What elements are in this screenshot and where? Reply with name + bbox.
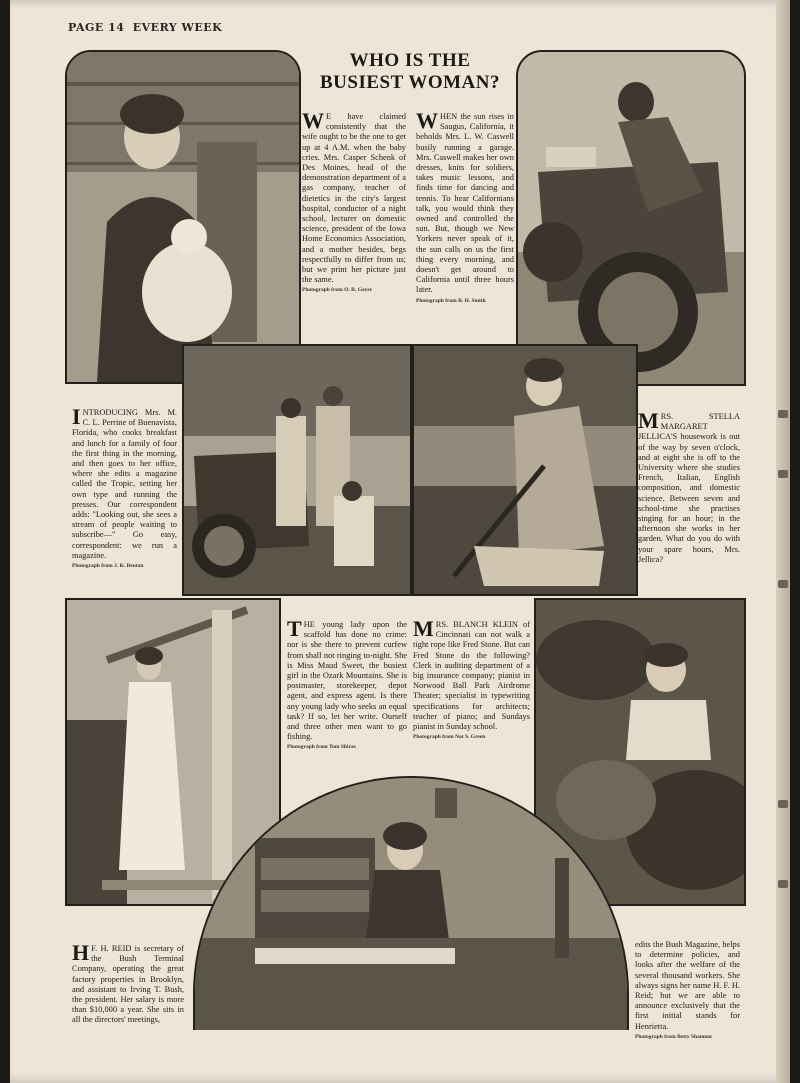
staple [778, 410, 788, 418]
magazine-page [10, 0, 790, 1083]
article-klein [413, 616, 530, 741]
title-line-2: BUSIEST WOMAN? [320, 72, 500, 93]
article-perrine [72, 404, 177, 570]
dropcap: H [72, 940, 90, 965]
article-sweet [287, 616, 407, 751]
page-number: PAGE 14 [68, 21, 125, 34]
article-reid-text: F. H. REID is secretary of the Bush Terminal Company, operating the great factory properties in Brooklyn, and assistant to Irving T. Bush, the president. Her salary is more than $10,000 a year. She sits in all the directors' meetings, [72, 944, 184, 1025]
photo-credit: Photograph from Nat S. Green [413, 734, 486, 741]
dropcap: M [638, 408, 659, 433]
article-schenk [302, 108, 406, 294]
article-caswell [416, 108, 514, 305]
article-jellica-text: RS. STELLA MARGARET JELLICA'S housework is out of the way by seven o'clock, and at eight she is off to the University where she studies French, Italian, English composition, and domestic science. Between seven and school-time she practises singing for an hour; in the afternoon she works in her garden. What do you do with your spare hours, Mrs. Jellica? [638, 412, 740, 564]
photo-perrine-image [184, 346, 410, 594]
photo-credit: Photograph from Tom Shiras [287, 744, 356, 751]
title-line-1: WHO IS THE [349, 50, 471, 71]
magazine-name: EVERY WEEK [132, 21, 223, 34]
photo-caswell-image [518, 52, 744, 384]
staple [778, 880, 788, 888]
photo-schenk-image [67, 52, 299, 382]
dropcap: W [302, 108, 324, 133]
staple [778, 800, 788, 808]
dropcap: W [416, 108, 438, 133]
staple [778, 470, 788, 478]
photo-jellica-gardening [412, 344, 638, 596]
article-sweet-text: HE young lady upon the scaffold has done no crime: nor is she there to prevent curfew from shall not ringing to-night. She is Miss Maud Sweet, the busiest girl in the Ozark Mountains. She is postmaster, storekeeper, depot agent, and express agent. Is there any young lady who seeks an equal task? If so, let her write. Ourself and three other men want to go fishing. [287, 620, 407, 742]
dropcap: T [287, 616, 302, 641]
article-schenk-text: E have claimed consistently that the wife ought to be the one to get up at 4 A.M. when the baby cries. Mrs. Casper Schenk of Des Moines, head of the demonstration department of a gas company, teacher of dietetics in the city's largest hospital, conductor of a night school, lecturer on domestic science, president of the Iowa Home Economics Association, and a mother besides, begs respectfully to differ from us; but we print her picture just the same. [302, 112, 406, 285]
page-title [310, 50, 510, 94]
article-perrine-text: NTRODUCING Mrs. M. C. L. Perrine of Buenavista, Florida, who cooks breakfast and lunch for a family of four the first thing in the morning, and then goes to her office, where she edits a magazine called the Tropic, setting her own type and running the presses. Our correspondent adds: "Looking out, she sees a stream of people waiting to subscribe—" Go easy, correspondent: we run a magazine. [72, 408, 177, 560]
article-jellica [638, 408, 740, 565]
page-binding [776, 0, 790, 1083]
photo-reid-at-desk [193, 776, 629, 1030]
photo-credit: Photograph from Betty Shannon [635, 1033, 712, 1040]
article-klein-text: RS. BLANCH KLEIN of Cincinnati can not walk a tight rope like Fred Stone. But can Fred Stone do the following? Clerk in auditing department of a big insurance company; pianist in Norwood Ball Park Airdrome Theater; specialist in typewriting specifications for architects; teacher of piano; and Sundays pianist in Sunday school. [413, 620, 530, 732]
article-caswell-text: HEN the sun rises in Saugus, California, it beholds Mrs. L. W. Caswell busily running a garage. Mrs. Caswell makes her own dresses, knits for soldiers, takes music lessons, and finds time for dancing and tennis. To hear Californians talk, you would think they owned and controlled the sun. But, though we New Yorkers never speak of it, the sun calls on us the first thing every morning, and doesn't get around to California until three hours later. [416, 112, 514, 295]
article-reid [72, 940, 184, 1026]
page-header [68, 21, 226, 34]
photo-caswell-in-car [516, 50, 746, 386]
photo-reid-image [195, 778, 629, 1030]
photo-perrine-family [182, 344, 412, 596]
photo-credit: Photograph from J. K. Benton [72, 563, 144, 570]
photo-schenk-with-baby [65, 50, 301, 384]
dropcap: M [413, 616, 434, 641]
article-reid-continued-text: edits the Bush Magazine, helps to determine policies, and looks after the welfare of the several thousand workers. She always signs her name H. F. H. Reid; but we are able to announce exclusively that the first initial stands for Henrietta. [635, 940, 740, 1031]
staple [778, 580, 788, 588]
dropcap: I [72, 404, 81, 429]
arch-frame [193, 776, 629, 1030]
photo-jellica-image [414, 346, 636, 594]
photo-credit: Photograph from O. R. Geyer [302, 287, 373, 294]
photo-credit: Photograph from B. H. Smith [416, 297, 486, 304]
article-reid-continued [635, 940, 740, 1041]
